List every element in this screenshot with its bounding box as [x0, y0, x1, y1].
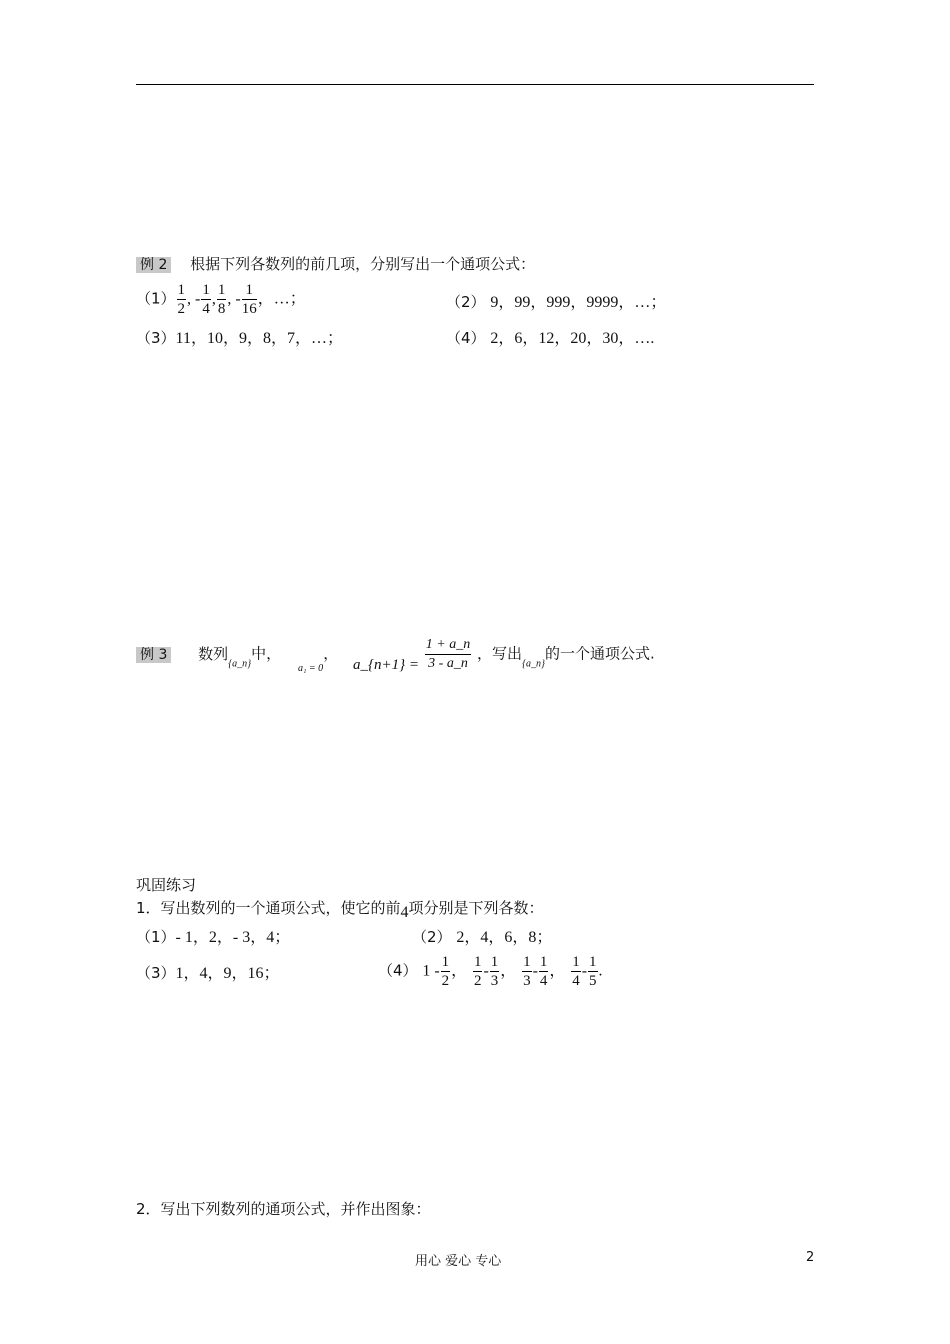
fraction: $\frac{1}{2}$	[441, 954, 450, 989]
practice-heading: 巩固练习	[136, 876, 197, 894]
example2-item2: （2） 9，99，999，9999，…；	[446, 293, 667, 311]
fraction: $\frac{1}{5}$	[589, 954, 597, 989]
fraction: $\frac{1}{3}$	[490, 954, 499, 989]
example2-item4: （4） 2，6，12，20，30，….	[446, 329, 655, 347]
example2-tag: 例 2	[136, 257, 171, 273]
fraction: $\frac{1}{2}$	[473, 954, 482, 989]
example2-item3: （3）11，10，9，8，7，…；	[136, 329, 343, 347]
fraction: $\frac{1}{8}$	[217, 282, 226, 317]
example3-tag: 例 3	[136, 647, 171, 663]
practice-q2: 2．写出下列数列的通项公式，并作出图象：	[136, 1200, 431, 1218]
fraction: $\frac{1}{2}$	[177, 282, 186, 317]
recurrence-fraction: $\frac{1 + a\_n}{3 - a\_n}$	[425, 637, 471, 671]
practice-item4: （4） 1 - $\frac{1}{2}$ ， $\frac{1}{2}$ - $\frac{1}{3}$ ， $\frac{1}{3}$ - $\frac{1}{4}$ ， $\frac{1}{4}$ - $\frac{1}{5}$ .	[378, 954, 603, 989]
fraction: $\frac{1}{16}$	[241, 282, 257, 317]
sequence-symbol: {a_n}	[228, 658, 252, 670]
recurrence-lhs: a_{n+1} =	[352, 656, 419, 673]
practice-item2: （2） 2，4，6，8；	[412, 928, 553, 946]
practice-q1: 1．写出数列的一个通项公式，使它的前4项分别是下列各数：	[136, 899, 544, 921]
header-rule	[136, 84, 814, 85]
example2-heading	[136, 253, 535, 274]
fraction: $\frac{1}{4}$	[572, 954, 580, 989]
fraction: $\frac{1}{4}$	[202, 282, 210, 317]
footer-motto: 用心 爱心 专心	[415, 1254, 502, 1269]
practice-item3: （3）1，4，9，16；	[136, 964, 280, 982]
example2-instruction: 根据下列各数列的前几项，分别写出一个通项公式：	[190, 255, 536, 273]
sequence-symbol: {a_n}	[522, 658, 546, 670]
initial-condition: a₁ = 0	[297, 662, 324, 674]
practice-item1: （1）- 1，2，- 3，4；	[136, 928, 291, 946]
fraction: $\frac{1}{3}$	[523, 954, 531, 989]
page-number: 2	[806, 1250, 815, 1265]
example3: 例 3 数列$_{\{a\_n\}}$中， $_{a_1 = 0}$， a_{n+1} = $\frac{1 + a\_n}{3 - a\_n}$ ，写出$_{\{a\_n\}}$的一个通项公式.	[136, 636, 655, 674]
example2-item1: （1） $\frac{1}{2}$ , - $\frac{1}{4}$ , $\frac{1}{8}$ , - $\frac{1}{16}$ ，…；	[136, 282, 306, 317]
fraction: $\frac{1}{4}$	[539, 954, 548, 989]
